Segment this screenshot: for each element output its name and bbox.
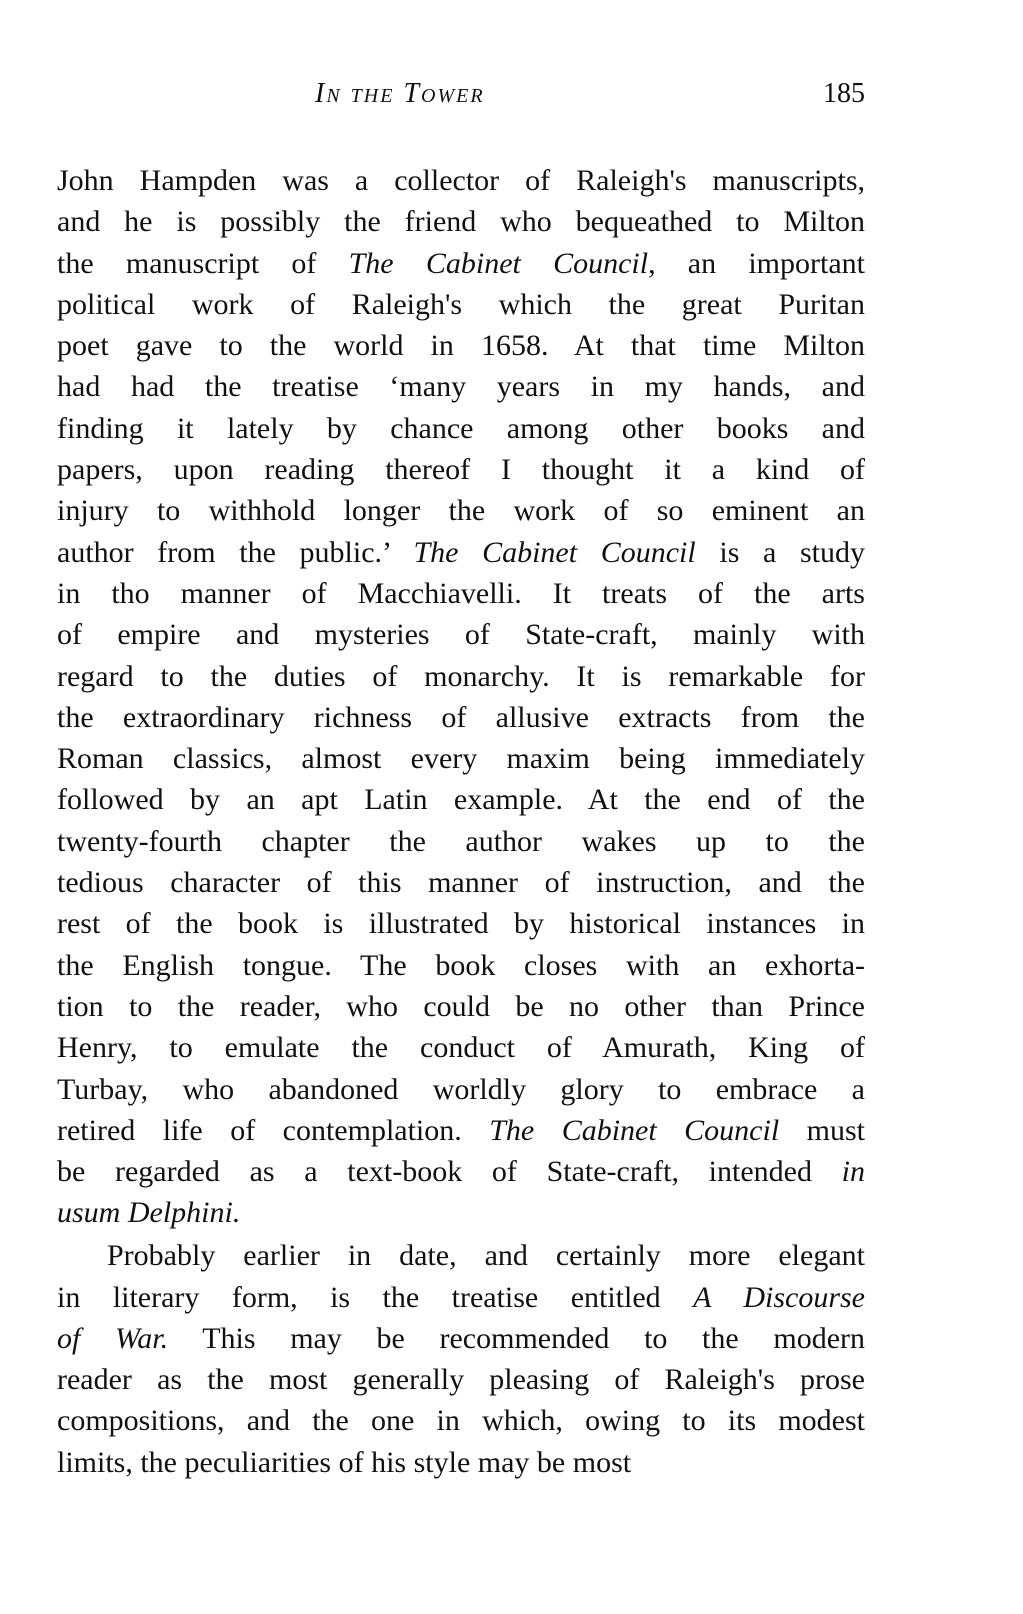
text-line [57, 656, 865, 697]
text-span: author from the public.’ [57, 535, 414, 569]
text-line [57, 945, 865, 986]
text-span: This may be recommended to the modern [168, 1321, 866, 1355]
text-line [57, 738, 865, 779]
text-span: the English tongue. The book closes with an exhorta- [57, 948, 865, 982]
text-span: finding it lately by chance among other books and [57, 411, 865, 445]
text-span: in literary form, is the treatise entitled [57, 1280, 694, 1314]
text-line [57, 201, 865, 242]
page-number: 185 [823, 78, 865, 109]
italic-text: The Cabinet Council [348, 246, 649, 280]
text-line [57, 1027, 865, 1068]
paragraph [57, 1235, 865, 1483]
text-span: and he is possibly the friend who bequeathed to Milton [57, 205, 865, 239]
text-span: poet gave to the world in 1658. At that time Milton [57, 329, 865, 363]
text-line [57, 1151, 865, 1192]
text-span: had had the treatise ‘many years in my hands, and [57, 370, 865, 404]
text-span: regard to the duties of monarchy. It is remarkable for [57, 659, 865, 693]
text-line [57, 697, 865, 738]
text-span: tedious character of this manner of instruction, and the [57, 866, 865, 900]
text-span: reader as the most generally pleasing of Raleigh's prose [57, 1363, 865, 1397]
text-span: John Hampden was a collector of Raleigh's manuscripts, [57, 164, 865, 197]
text-line [57, 243, 865, 284]
italic-text: of War. [57, 1321, 169, 1355]
italic-text: in [841, 1155, 865, 1189]
text-line [57, 573, 865, 614]
text-span: the extraordinary richness of allusive extracts from the [57, 700, 865, 734]
text-span: injury to withhold longer the work of so eminent an [57, 494, 865, 528]
text-span: be regarded as a text-book of State-craft, intended [57, 1155, 842, 1189]
text-line [57, 986, 865, 1027]
text-line [57, 284, 865, 325]
body-text [57, 160, 865, 1483]
text-span: Roman classics, almost every maxim being immediately [57, 742, 865, 776]
text-span: papers, upon reading thereof I thought it a kind of [57, 453, 865, 487]
text-span: rest of the book is illustrated by historical instances in [57, 907, 865, 941]
text-line [57, 532, 865, 573]
text-line [57, 1318, 865, 1359]
paragraph [57, 160, 865, 1234]
text-line [57, 821, 865, 862]
text-line [57, 1235, 865, 1276]
text-span: , an important [648, 246, 865, 280]
text-span: the manuscript of [57, 246, 349, 280]
text-span: Probably earlier in date, and certainly more elegant [107, 1239, 865, 1273]
text-span: twenty-fourth chapter the author wakes up to the [57, 824, 865, 858]
text-line [57, 614, 865, 655]
text-span: political work of Raleigh's which the great Puritan [57, 287, 865, 321]
italic-text: The Cabinet Council [413, 535, 696, 569]
text-span: must [779, 1113, 865, 1147]
text-line [57, 325, 865, 366]
text-line [57, 490, 865, 531]
italic-text: usum Delphini. [57, 1196, 241, 1230]
text-span: of empire and mysteries of State-craft, mainly with [57, 618, 865, 652]
text-span: is a study [695, 535, 865, 569]
text-span: compositions, and the one in which, owing to its modest [57, 1404, 865, 1438]
text-span: Turbay, who abandoned worldly glory to embrace a [57, 1072, 865, 1106]
text-line [57, 862, 865, 903]
text-line [57, 779, 865, 820]
text-span: limits, the peculiarities of his style may be most [57, 1445, 632, 1479]
italic-text: A Discourse [693, 1280, 865, 1314]
text-span: Henry, to emulate the conduct of Amurath, King of [57, 1031, 865, 1065]
text-line [57, 1359, 865, 1400]
text-span: retired life of contemplation. [57, 1113, 490, 1147]
text-line [57, 1400, 865, 1441]
text-span: tion to the reader, who could be no other than Prince [57, 989, 865, 1023]
text-line [57, 160, 865, 201]
text-line [57, 408, 865, 449]
text-line [57, 1192, 865, 1233]
text-line [57, 366, 865, 407]
text-span: in tho manner of Macchiavelli. It treats of the arts [57, 576, 865, 610]
text-line [57, 1110, 865, 1151]
text-span: followed by an apt Latin example. At the end of the [57, 783, 865, 817]
text-line [57, 449, 865, 490]
text-line [57, 903, 865, 944]
running-header [57, 78, 865, 118]
text-line [57, 1277, 865, 1318]
italic-text: The Cabinet Council [489, 1113, 780, 1147]
text-line [57, 1442, 865, 1483]
text-line [57, 1069, 865, 1110]
running-title: In the Tower [315, 78, 485, 109]
